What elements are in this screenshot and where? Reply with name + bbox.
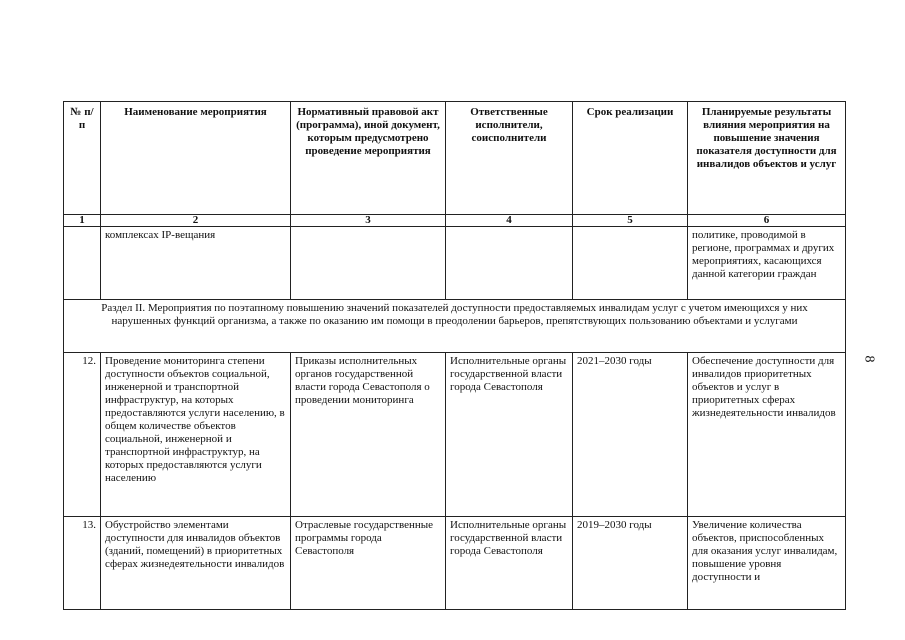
page-number: 8 bbox=[861, 355, 877, 363]
cell-measure-name: комплексах IP-вещания bbox=[101, 227, 291, 300]
cell-number: 13. bbox=[64, 517, 101, 610]
section-row bbox=[64, 300, 846, 353]
cell-legal-act: Отраслевые государственные программы города Севастополя bbox=[291, 517, 446, 610]
cell-executors: Исполнительные органы государственной власти города Севастополя bbox=[446, 517, 573, 610]
cell-number bbox=[64, 227, 101, 300]
cell-period: 2019–2030 годы bbox=[573, 517, 688, 610]
section-title: Раздел II. Мероприятия по поэтапному повышению значений показателей доступности предоставляемых инвалидам услуг с учетом имеющихся у них нарушенных функций организма, а также по оказанию им помощи в преодолении барьеров, препятствующих пользованию объектами и услугами bbox=[64, 300, 846, 353]
table-header-row bbox=[64, 102, 846, 215]
table-row bbox=[64, 517, 846, 610]
cell-executors bbox=[446, 227, 573, 300]
header-measure-name: Наименование мероприятия bbox=[101, 102, 291, 215]
cell-legal-act bbox=[291, 227, 446, 300]
cell-period: 2021–2030 годы bbox=[573, 353, 688, 517]
column-number: 4 bbox=[446, 215, 573, 227]
column-number: 3 bbox=[291, 215, 446, 227]
header-number: № п/п bbox=[64, 102, 101, 215]
cell-measure-name: Обустройство элементами доступности для инвалидов объектов (зданий, помещений) в приоритетных сферах жизнедеятельности инвалидов bbox=[101, 517, 291, 610]
cell-period bbox=[573, 227, 688, 300]
cell-result: Увеличение количества объектов, приспособленных для оказания услуг инвалидам, повышение уровня доступности и bbox=[688, 517, 846, 610]
cell-number: 12. bbox=[64, 353, 101, 517]
column-number-row bbox=[64, 215, 846, 227]
column-number: 1 bbox=[64, 215, 101, 227]
header-period: Срок реализации bbox=[573, 102, 688, 215]
measures-table bbox=[63, 101, 846, 610]
header-legal-act: Нормативный правовой акт (программа), иной документ, которым предусмотрено проведение мероприятия bbox=[291, 102, 446, 215]
column-number: 5 bbox=[573, 215, 688, 227]
cell-result: Обеспечение доступности для инвалидов приоритетных объектов и услуг в приоритетных сферах жизнедеятельности инвалидов bbox=[688, 353, 846, 517]
column-number: 6 bbox=[688, 215, 846, 227]
table-row bbox=[64, 353, 846, 517]
cell-legal-act: Приказы исполнительных органов государственной власти города Севастополя о проведении мониторинга bbox=[291, 353, 446, 517]
header-results: Планируемые результаты влияния мероприятия на повышение значения показателя доступности для инвалидов объектов и услуг bbox=[688, 102, 846, 215]
cell-result: политике, проводимой в регионе, программах и других мероприятиях, касающихся данной категории граждан bbox=[688, 227, 846, 300]
column-number: 2 bbox=[101, 215, 291, 227]
cell-measure-name: Проведение мониторинга степени доступности объектов социальной, инженерной и транспортной инфраструктур, на которых предоставляются услуги населению, в общем количестве объектов социальной, инженерной и транспортной инфраструктур, на которых предоставляются услуги населению bbox=[101, 353, 291, 517]
header-executors: Ответственные исполнители, соисполнители bbox=[446, 102, 573, 215]
cell-executors: Исполнительные органы государственной власти города Севастополя bbox=[446, 353, 573, 517]
continuation-row bbox=[64, 227, 846, 300]
